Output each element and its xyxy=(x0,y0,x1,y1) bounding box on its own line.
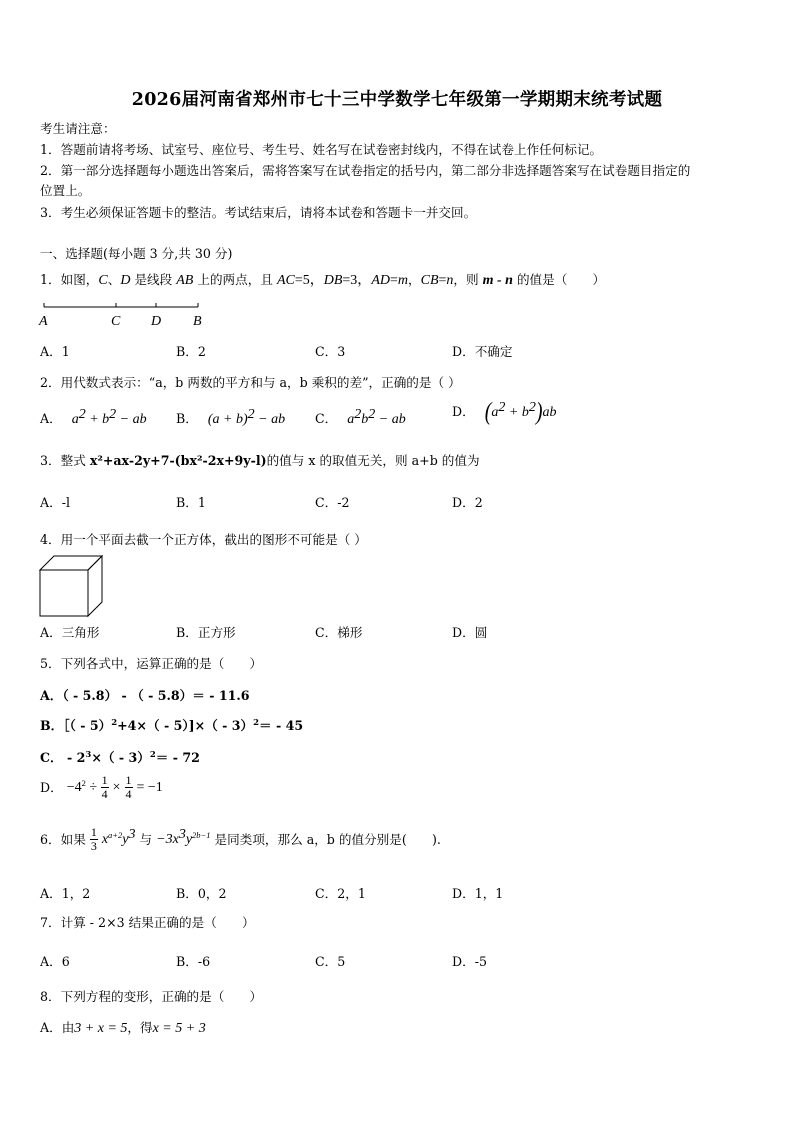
q1-option-d: D．不确定 xyxy=(452,344,513,359)
question-7-stem: 7．计算 - 2×3 结果正确的是（ ） xyxy=(40,915,255,930)
q1-option-c: C．3 xyxy=(315,344,346,359)
cube-front-face xyxy=(40,570,88,616)
point-label-b: B xyxy=(193,314,202,329)
point-label-d: D xyxy=(151,314,162,329)
q2-option-c: C． $a^2b^2$ − ab xyxy=(315,407,406,427)
q4-option-c: C．梯形 xyxy=(315,625,363,640)
q3-option-a: A．-l xyxy=(40,495,70,510)
question-3-stem: 3．整式 x²+ax-2y+7-(bx²-2x+9y-l)的值与 x 的取值无关，则 a+b 的值为 xyxy=(40,453,480,468)
q6-option-b: B．0，2 xyxy=(176,886,227,901)
question-1-stem: 1．如图，C、D 是线段 AB 上的两点，且 AC=5，DB=3，AD=m，CB=n，则 m - n 的值是（ ） xyxy=(40,272,606,288)
cube-side-face xyxy=(88,556,102,616)
q5-option-d: D． $-4^2$ ÷ $\frac{1}{4}$ × $\frac{1}{4}$ = −1 xyxy=(40,773,163,801)
notice-heading: 考生请注意： xyxy=(40,121,116,136)
q2-option-b: B． $(a + b)^2$ − ab xyxy=(176,407,286,427)
cube-figure xyxy=(38,554,106,618)
section-heading: 一、选择题(每小题 3 分,共 30 分) xyxy=(40,246,233,261)
q6-option-d: D．1，1 xyxy=(452,886,504,901)
q1-option-a: A．1 xyxy=(40,344,70,359)
question-4-stem: 4．用一个平面去截一个正方体，截出的图形不可能是（ ） xyxy=(40,532,367,547)
question-2-stem: 2．用代数式表示：“a，b 两数的平方和与 a，b 乘积的差”，正确的是（ ） xyxy=(40,375,461,390)
segment-diagram xyxy=(38,298,208,330)
q8-option-a: A．由3 + x = 5，得x = 5 + 3 xyxy=(40,1020,206,1036)
q3-option-b: B．1 xyxy=(176,495,206,510)
page-title: 2026届河南省郑州市七十三中学数学七年级第一学期期末统考试题 xyxy=(131,90,663,110)
notice-item-1: 1．答题前请将考场、试室号、座位号、考生号、姓名写在试卷密封线内，不得在试卷上作任何标记。 xyxy=(40,142,603,157)
question-5-stem: 5．下列各式中，运算正确的是（ ） xyxy=(40,656,263,671)
q2-option-d: D． $(a^2 + b^2)ab$ xyxy=(452,398,557,426)
q2-option-a: A． $a^2 + b^2$ − ab xyxy=(40,407,147,427)
q7-option-d: D．-5 xyxy=(452,954,487,969)
point-label-a: A xyxy=(39,314,48,329)
q6-option-c: C．2，1 xyxy=(315,886,366,901)
notice-item-3: 3．考生必须保证答题卡的整洁。考试结束后，请将本试卷和答题卡一并交回。 xyxy=(40,205,477,220)
notice-item-2: 2．第一部分选择题每小题选出答案后，需将答案写在试卷指定的括号内，第二部分非选择题答案写在试卷题目指定的 xyxy=(40,163,691,178)
q6-option-a: A．1，2 xyxy=(40,886,91,901)
q4-option-a: A．三角形 xyxy=(40,625,100,640)
q5-option-c: C． - $2^3\times( - 3)^2= - 72$ xyxy=(40,750,200,765)
notice-item-2-cont: 位置上。 xyxy=(40,183,91,198)
q7-option-a: A．6 xyxy=(40,954,70,969)
q4-option-b: B．正方形 xyxy=(176,625,236,640)
q7-option-c: C．5 xyxy=(315,954,346,969)
q4-option-d: D．圆 xyxy=(452,625,488,640)
point-label-c: C xyxy=(111,314,121,329)
question-8-stem: 8．下列方程的变形，正确的是（ ） xyxy=(40,989,263,1004)
question-6-stem: 6．如果 $\frac{1}{3}$ $x^{a+2}y^3$ 与 $-3x^3y^{2b-1}$ 是同类项，那么 a，b 的值分别是( ). xyxy=(40,825,441,853)
q7-option-b: B．-6 xyxy=(176,954,211,969)
q1-option-b: B．2 xyxy=(176,344,206,359)
q3-option-d: D．2 xyxy=(452,495,483,510)
q5-option-a: A．（ - 5.8） - （ - 5.8）＝ - 11.6 xyxy=(40,688,250,703)
q3-option-c: C．-2 xyxy=(315,495,350,510)
cube-top-face xyxy=(40,556,102,570)
q5-option-b: B．［（ - 5）$^2$+4×（ - 5）]×（ - 3）$^2$＝ - 45 xyxy=(40,718,304,733)
